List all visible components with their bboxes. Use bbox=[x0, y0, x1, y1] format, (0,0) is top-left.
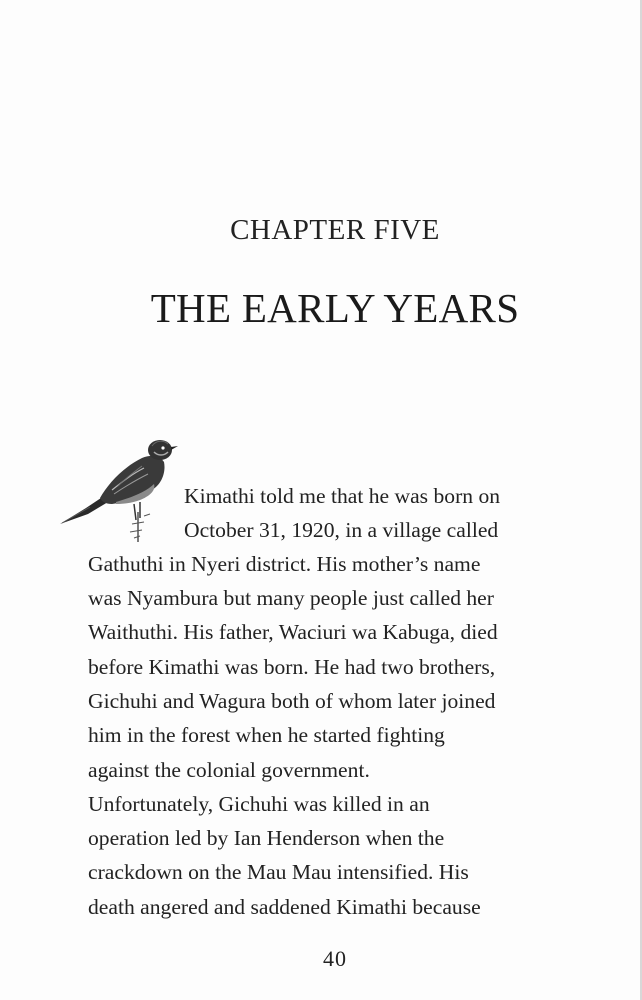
body-line: death angered and saddened Kimathi because bbox=[88, 895, 481, 919]
body-line: Gathuthi in Nyeri district. His mother’s name bbox=[88, 552, 481, 576]
body-line: crackdown on the Mau Mau intensified. His bbox=[88, 860, 469, 884]
chapter-title: THE EARLY YEARS bbox=[150, 285, 520, 331]
body-line: October 31, 1920, in a village called bbox=[184, 518, 499, 542]
body-line: Kimathi told me that he was born on bbox=[184, 484, 501, 508]
body-line: Gichuhi and Wagura both of whom later joined bbox=[88, 689, 496, 713]
page-number: 40 bbox=[323, 946, 347, 971]
body-line: against the colonial government. bbox=[88, 758, 370, 782]
body-line: before Kimathi was born. He had two brothers, bbox=[88, 655, 496, 679]
body-line: him in the forest when he started fighting bbox=[88, 723, 445, 747]
body-line: was Nyambura but many people just called her bbox=[88, 586, 494, 610]
bird-illustration-icon bbox=[56, 428, 180, 546]
chapter-label: CHAPTER FIVE bbox=[230, 214, 440, 246]
body-line: Waithuthi. His father, Waciuri wa Kabuga, died bbox=[88, 620, 498, 644]
body-line: Unfortunately, Gichuhi was killed in an bbox=[88, 792, 430, 816]
body-line: operation led by Ian Henderson when the bbox=[88, 826, 445, 850]
